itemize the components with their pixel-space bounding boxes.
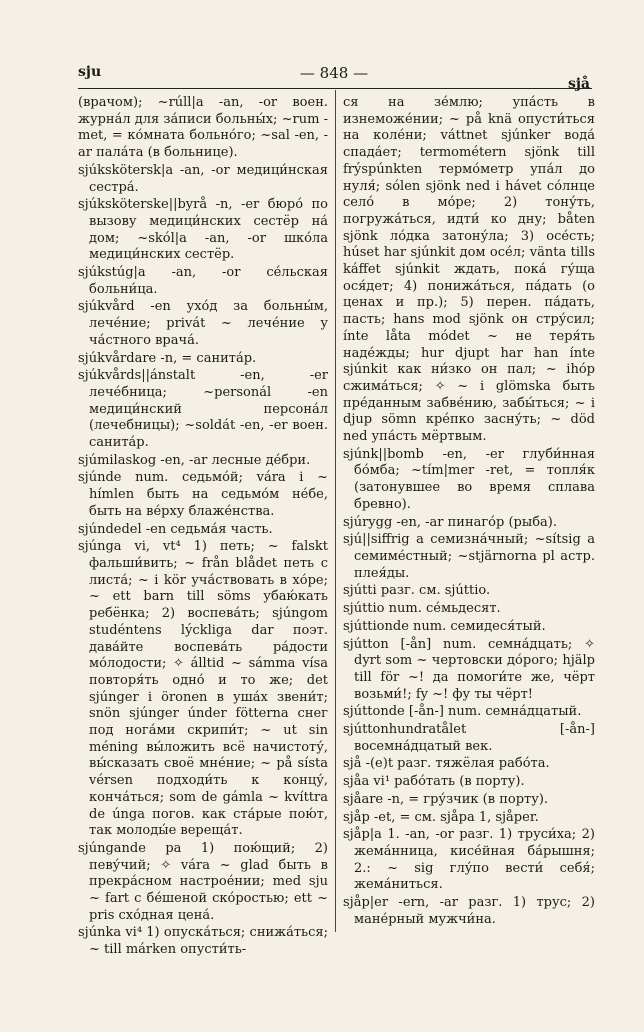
entry: sjúttonde [-ån-] num. семна́дцатый. xyxy=(343,704,582,720)
entry: sjúkvårds||ánstalt -en, -er лече́бница; ~personál -en медици́нский персона́л (лечебницы); ~soldát -en, -er воен. санита́р. xyxy=(78,368,328,451)
entry: sjúmilaskog -en, -ar лесные де́бри. xyxy=(78,452,311,468)
entry: sjåp|a 1. -an, -or разг. 1) труси́ха; 2) жема́нница, кисе́йная ба́рышня; 2.: ~ sig глу́по вести́ себя́; жема́ниться. xyxy=(343,827,595,893)
entry: sjúttonhundratålet [-ån-] восемна́дцатый век. xyxy=(343,722,595,754)
entry: sjåp|er -ern, -ar разг. 1) трус; 2) мане́рный мужчи́на. xyxy=(343,895,595,927)
entry: sjåare -n, = гру́зчик (в порту). xyxy=(343,791,549,807)
entry: sjúkvårdare -n, = санита́р. xyxy=(78,350,257,366)
left-guide-word: sju xyxy=(78,64,102,80)
entry: sjúttio num. се́мьдесят. xyxy=(343,601,501,617)
entry: sjúnk||bomb -en, -er глуби́нная бо́мба; ~tím|mer -ret, = топля́к (затонувшее во время сплава бревно). xyxy=(343,446,595,512)
entry: sjúnde num. седьмо́й; vára i ~ hímlen быть на седьмо́м не́бе, быть на ве́рху блаже́нства. xyxy=(78,470,328,519)
header-rule xyxy=(78,88,592,89)
entry: sjåp -et, = см. sjåpa 1, sjåper. xyxy=(343,809,539,825)
entry: (врачом); ~rúll|a -an, -or воен. журна́л для за́писи больны́х; ~rum -met, = ко́мната больно́го; ~sal -en, -ar пала́та (в больнице). xyxy=(78,95,328,161)
entry: sjå -(e)t разг. тяжёлая рабо́та. xyxy=(343,756,550,772)
entry: sjúkstúg|a -an, -or се́льская больни́ца. xyxy=(78,265,328,297)
entry: sjúrygg -en, -ar пинаго́р (рыба). xyxy=(343,514,557,530)
entry: ся на зе́млю; упа́сть в изнеможе́нии; ~ på knä опусти́ться на коле́ни; váttnet sjúnker вода́ спада́ет; termométern sjönk till frýspúnkten термо́метр упа́л до нуля́; sólen sjönk ned i hávet со́лнце село́ в мо́ре; 2) тону́ть, погружа́ться, идти́ ко дну; båten sjönk ло́дка затону́ла; 3) осе́сть; húset har sjúnkit дом осе́л; vänta tills káffet sjúnkit ждать, пока́ гу́ща ося́дет; 4) понижа́ться, па́дать (о ценах и пр.); 5) перен. па́дать, пасть; hans mod sjönk он стру́сил; ínte låta módet ~ не теря́ть наде́жды; hur djupt har han ínte sjúnkit как ни́зко он пал; ~ ihóp сжима́ться; ✧ ~ i glömska быть пре́данным забве́нию, забы́ться; ~ i djup sömn кре́пко засну́ть; ~ död ned упа́сть мёртвым. xyxy=(343,95,595,445)
entry: sjúnga vi, vt⁴ 1) петь; ~ falskt фальши́вить; ~ från blådet петь с листа́; ~ i kör уча́ствовать в хо́ре; ~ ett barn till söms убаю́кать ребёнка; 2) воспева́ть; sjúngom studéntens lýckliga dar поэт. дава́йте воспева́ть ра́дости мо́лодости; ✧ álltid ~ sámma vísa повторя́ть одно́ и то же; det sjúnger i öronen в уша́х звени́т; snön sjúnger únder fötterna снег под нога́ми скрипи́т; ~ ut sin méning вы́ложить всё начистоту́, вы́сказать своё мне́ние; ~ på sísta vérsen подходи́ть к концу́, конча́ться; som de gámla ~ kvíttra de únga погов. как ста́рые пою́т, так молоды́е вереща́т. xyxy=(78,539,328,839)
right-guide-word: sjå xyxy=(567,76,590,92)
entry: sjútti разг. см. sjúttio. xyxy=(343,583,491,599)
entry: sjútton [-ån] num. семна́дцать; ✧ dyrt som ~ чертовски до́рого; hjälp till för ~! да помоги́те же, чёрт возьми́!; fy ~! фу ты чёрт! xyxy=(343,636,595,702)
entry: sjúkskötersk|a -an, -or медици́нская сестра́. xyxy=(78,162,328,195)
column-divider xyxy=(335,90,336,932)
right-column xyxy=(343,95,595,929)
entry: sjúngande pa 1) пою́щий; 2) певу́чий; ✧ vára ~ glad быть в прекра́сном настрое́нии; med sju ~ fart с бе́шеной ско́ростью; ett ~ pris схо́дная цена́. xyxy=(78,840,328,923)
entry: sjúkvård -en ухо́д за больны́м, лече́ние; privát ~ лече́ние у ча́стного врача́. xyxy=(78,299,328,348)
entry: sjúksköterske||byrå -n, -er бюро́ по вызову медици́нских сестёр на́ дом; ~skól|a -an, -or шко́ла медици́нских сестёр. xyxy=(78,197,328,263)
page-number: — 848 — xyxy=(299,64,369,82)
entry: sjúttionde num. семидеся́тый. xyxy=(343,618,546,634)
entry: sjåa vi¹ рабо́тать (в порту). xyxy=(343,774,525,790)
running-header xyxy=(78,62,590,92)
entry: sjú||siffrig a семизна́чный; ~sítsig a семиме́стный; ~stjärnorna pl астр. плея́ды. xyxy=(343,532,595,581)
entry: sjúndedel -en седьма́я часть. xyxy=(78,521,273,537)
entry: sjúnka vi⁴ 1) опуска́ться; снижа́ться; ~ till márken опусти́ть- xyxy=(78,925,328,958)
left-column xyxy=(78,95,328,960)
